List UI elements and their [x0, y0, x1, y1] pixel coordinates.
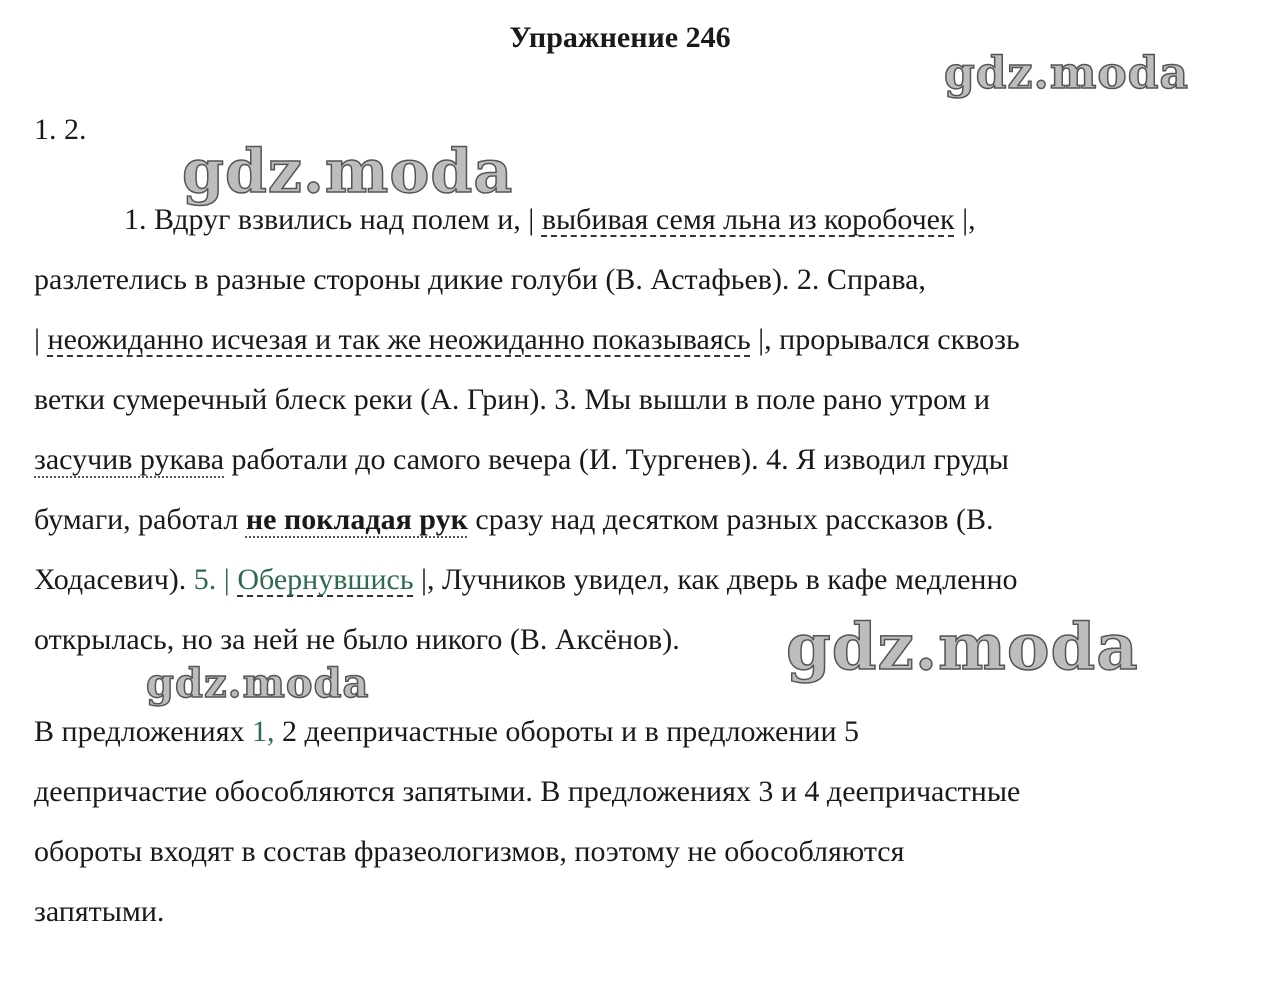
text-fragment: |, Лучников увидел, как дверь в кафе медленно — [413, 563, 1018, 596]
idiom-phrase-1: засучив рукава — [34, 443, 225, 476]
sentence-line-7 — [34, 560, 1018, 600]
watermark-logo: gdz.moda — [786, 610, 1139, 685]
sentence-line-8: открылась, но за ней не было никого (В. Аксёнов). — [34, 623, 680, 656]
sentence-line-3 — [34, 320, 1020, 360]
explanation-line-1 — [34, 712, 859, 752]
exercise-title: Упражнение 246 — [509, 21, 731, 54]
explanation-line-4: запятыми. — [34, 895, 165, 928]
text-fragment: |, — [954, 203, 976, 236]
sentence-line-6 — [34, 500, 993, 540]
explanation-line-3: обороты входят в состав фразеологизмов, поэтому не обособляются — [34, 835, 905, 868]
sentence-line-2: разлетелись в разные стороны дикие голуби (В. Астафьев). 2. Справа, — [34, 263, 926, 296]
watermark-logo: gdz.moda — [944, 48, 1190, 99]
sentence-line-5 — [34, 440, 1009, 480]
adverbial-phrase-2: неожиданно исчезая и так же неожиданно показываясь — [47, 323, 751, 356]
sentence-line-1 — [124, 200, 976, 240]
task-numbering: 1. 2. — [34, 113, 87, 146]
text-fragment: |, прорывался сквозь — [750, 323, 1020, 356]
text-fragment: бумаги, работал — [34, 503, 246, 536]
text-fragment: работали до самого вечера (И. Тургенев). 4. Я изводил груды — [224, 443, 1009, 476]
sentence-line-4: ветки сумеречный блеск реки (А. Грин). 3. Мы вышли в поле рано утром и — [34, 383, 991, 416]
text-fragment: 1. Вдруг взвились над полем и, | — [124, 203, 542, 236]
adverbial-phrase-1: выбивая семя льна из коробочек — [541, 203, 955, 236]
text-fragment: | — [34, 323, 48, 356]
idiom-phrase-2: не покладая рук — [245, 503, 468, 536]
sentence-number-5: 5. | — [193, 563, 238, 596]
explanation-line-2: деепричастие обособляются запятыми. В предложениях 3 и 4 деепричастные — [34, 775, 1021, 808]
text-fragment: Ходасевич). — [34, 563, 194, 596]
watermark-logo: gdz.moda — [146, 660, 370, 707]
text-fragment: В предложениях — [34, 715, 253, 748]
sentence-ref-1: 1, — [252, 715, 275, 748]
text-fragment: сразу над десятком разных рассказов (В. — [467, 503, 994, 536]
adverbial-participle: Обернувшись — [237, 563, 414, 596]
watermark-logo: gdz.moda — [182, 137, 514, 207]
text-fragment: 2 деепричастные обороты и в предложении 5 — [274, 715, 860, 748]
